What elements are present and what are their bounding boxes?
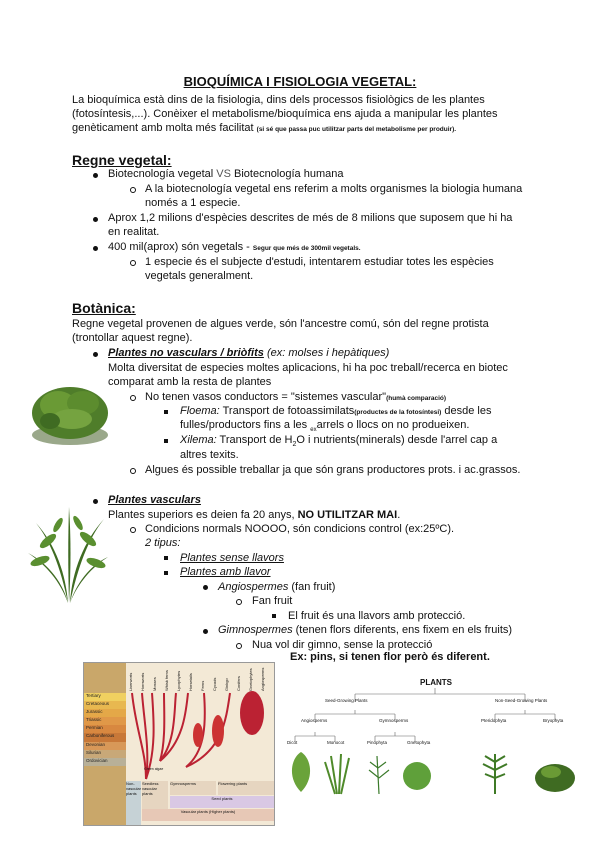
taxon-label: Mosses — [152, 677, 157, 691]
bullet-dot — [203, 585, 208, 590]
timeline-diagram — [83, 662, 275, 826]
label-seed: Seed plants — [170, 796, 274, 808]
tree-seed: Seed-Growing Plants — [325, 698, 368, 703]
plants-tree-diagram — [285, 676, 590, 806]
xilema-line-1: Xilema: Transport de $H_2O$ i nutrients(minerals) desde l'arrel cap a — [180, 434, 498, 449]
tree-leaf-label: Dicot — [287, 740, 298, 745]
bullet-square — [164, 556, 168, 560]
tree-title: PLANTS — [420, 678, 452, 687]
tree-leaf-label: Monocot — [327, 740, 345, 745]
nonvascular-line-2: comparat amb la resta de plantes — [108, 376, 272, 388]
bullet-dot — [93, 352, 98, 357]
nonvascular-sub-2: Algues és possible treballar ja que són grans productores prots. i ac.grassos. — [145, 464, 521, 476]
regne-sub-3a: 1 especie és el subjecte d'estudi, intentarem estudiar totes les espècies — [145, 256, 494, 268]
gimno-line: Gimnospermes (tenen flors diferents, ens fixem en els fruits) — [218, 624, 513, 636]
bullet-dot — [203, 629, 208, 634]
taxon-label: Ferns — [200, 680, 205, 691]
taxon-label: Lycophytes — [176, 670, 181, 691]
botanica-line-2: (trontollar aquest regne). — [72, 332, 193, 344]
taxon-label: Cycads — [212, 677, 217, 691]
regne-bullet-1: Biotecnología vegetal VS Biotecnología humana — [108, 168, 344, 180]
regne-bullet-3: 400 mil(aprox) són vegetals - Segur que més de 300mil vegetals. — [108, 241, 361, 253]
nua-line: Nua vol dir gimno, sense la protecció — [252, 639, 433, 651]
era-label: Devonian — [84, 742, 126, 750]
regne-sub-1b: només a 1 especie. — [145, 197, 241, 209]
bullet-ring — [130, 260, 136, 266]
label-flowering: Flowering plants — [218, 781, 274, 795]
bullet-square — [164, 410, 168, 414]
fruit-llavor: El fruit és una llavors amb protecció. — [288, 610, 466, 622]
era-label: Cretaceous — [84, 701, 126, 709]
page-title: BIOQUÍMICA I FISIOLOGIA VEGETAL: — [183, 74, 417, 89]
bullet-dot — [93, 246, 98, 251]
label-seedless: Seedless vascular plants — [142, 781, 168, 809]
taxon-label: Liverworts — [128, 672, 133, 691]
label-gymno: Gymnosperms — [170, 781, 216, 795]
era-label: Permian — [84, 725, 126, 733]
botanica-line-1: Regne vegetal provenen de algues verde, són l'ancestre comú, són del regne protista — [72, 318, 489, 330]
nonvascular-line-1: Molta diversitat de especies moltes aplicacions, hi ha poc treball/recerca en biotec — [108, 362, 508, 374]
vascular-line-1: Plantes superiors es deien fa 20 anys, NO UTILITZAR MAI. — [108, 509, 401, 521]
regne-bullet-2b: en realitat. — [108, 226, 160, 238]
vascular-sub-1: Condicions normals NOOOO, són condicions control (ex:25ºC). — [145, 523, 455, 535]
vascular-type-1: Plantes sense llavors — [180, 552, 284, 564]
bullet-dot — [93, 217, 98, 222]
nonvascular-sub-1: No tenen vasos conductors = "sistemes vascular"(humà comparació) — [145, 391, 447, 403]
bullet-ring — [130, 468, 136, 474]
moss-image — [28, 375, 112, 447]
bullet-ring — [236, 599, 242, 605]
tree-leaf-label: Pinophyta — [367, 740, 388, 745]
fan-fruit: Fan fruit — [252, 595, 293, 607]
regne-bullet-2a: Aprox 1,2 milions d'espècies descrites de més de 8 milions que suposem que hi ha — [108, 212, 513, 224]
regne-sub-1a: A la biotecnología vegetal ens referim a molts organismes la biologia humana — [145, 183, 523, 195]
taxon-label: Conifers — [236, 676, 241, 691]
ex-pins: Ex: pins, si tenen flor però és diferent. — [290, 651, 490, 663]
vascular-title: Plantes vasculars — [108, 494, 201, 506]
label-vascular: Vascular plants (Higher plants) — [142, 809, 274, 821]
tree-leaf-label: Gnetophyta — [407, 740, 431, 745]
tree-gymno: Gymnosperms — [379, 718, 409, 723]
taxa-header — [128, 665, 274, 691]
label-nonvasc: Non-vascular plants — [126, 781, 141, 825]
taxon-label: Horsetails — [188, 673, 193, 691]
tree-bryo: Bryophyta — [543, 718, 564, 723]
intro-line-3: genèticament amb molta més facilitat (si sé que passa puc utilitzar parts del metabolisme per produir). — [72, 122, 457, 134]
era-label: Carboniferous — [84, 733, 126, 742]
floema-line-2: fulles/productors fins a les $_{ex}$arrels o llocs on no produeixen. — [180, 419, 470, 434]
tree-pterido: Pteridophyta — [481, 718, 507, 723]
taxon-label: Angiosperms — [260, 667, 265, 691]
regne-sub-3b: vegetals generalment. — [145, 270, 254, 282]
tree-leaf-images — [285, 748, 590, 798]
floema-line-1: Floema: Transport de fotoassimilats(productes de la fotosíntesi) desde les — [180, 405, 492, 417]
bullet-ring — [130, 187, 136, 193]
taxon-label: Gnetophytes — [248, 668, 253, 691]
bullet-square — [164, 439, 168, 443]
era-label: Triassic — [84, 717, 126, 725]
taxon-label: Hornworts — [140, 672, 145, 691]
nonvascular-title: Plantes no vasculars / briòfits (ex: molses i hepàtiques) — [108, 347, 390, 359]
label-green-algae: Green algae — [144, 767, 164, 771]
vascular-tipus: 2 tipus: — [145, 537, 181, 549]
bullet-square — [272, 614, 276, 618]
era-label: Silurian — [84, 750, 126, 758]
era-label: Ordovician — [84, 758, 126, 766]
vascular-type-2: Plantes amb llavor — [180, 566, 271, 578]
bullet-dot — [93, 173, 98, 178]
tree-nonseed: Non-Seed-Growing Plants — [495, 698, 548, 703]
bullet-ring — [130, 395, 136, 401]
intro-line-1: La bioquímica està dins de la fisiologia, dins dels processos fisiològics de les plantes — [72, 94, 485, 106]
era-list — [84, 693, 126, 766]
era-label: Tertiary — [84, 693, 126, 701]
bullet-ring — [130, 527, 136, 533]
bullet-ring — [236, 643, 242, 649]
xilema-line-2: altres texits. — [180, 449, 239, 461]
fern-image — [26, 505, 110, 605]
section-heading-botanica: Botànica: — [72, 300, 136, 316]
intro-line-2: (fotosíntesis,...). Conèixer el metabolisme/bioquímica ens ajuda a manipular les plantes — [72, 108, 498, 120]
era-label: Jurassic — [84, 709, 126, 717]
bullet-dot — [93, 499, 98, 504]
tree-angio: Angiosperms — [301, 718, 328, 723]
section-heading-regne: Regne vegetal: — [72, 152, 172, 168]
bullet-square — [164, 571, 168, 575]
angio-line: Angiospermes (fan fruit) — [218, 581, 336, 593]
taxon-label: Ginkgo — [224, 678, 229, 691]
taxon-label: Whisk ferns — [164, 670, 169, 691]
